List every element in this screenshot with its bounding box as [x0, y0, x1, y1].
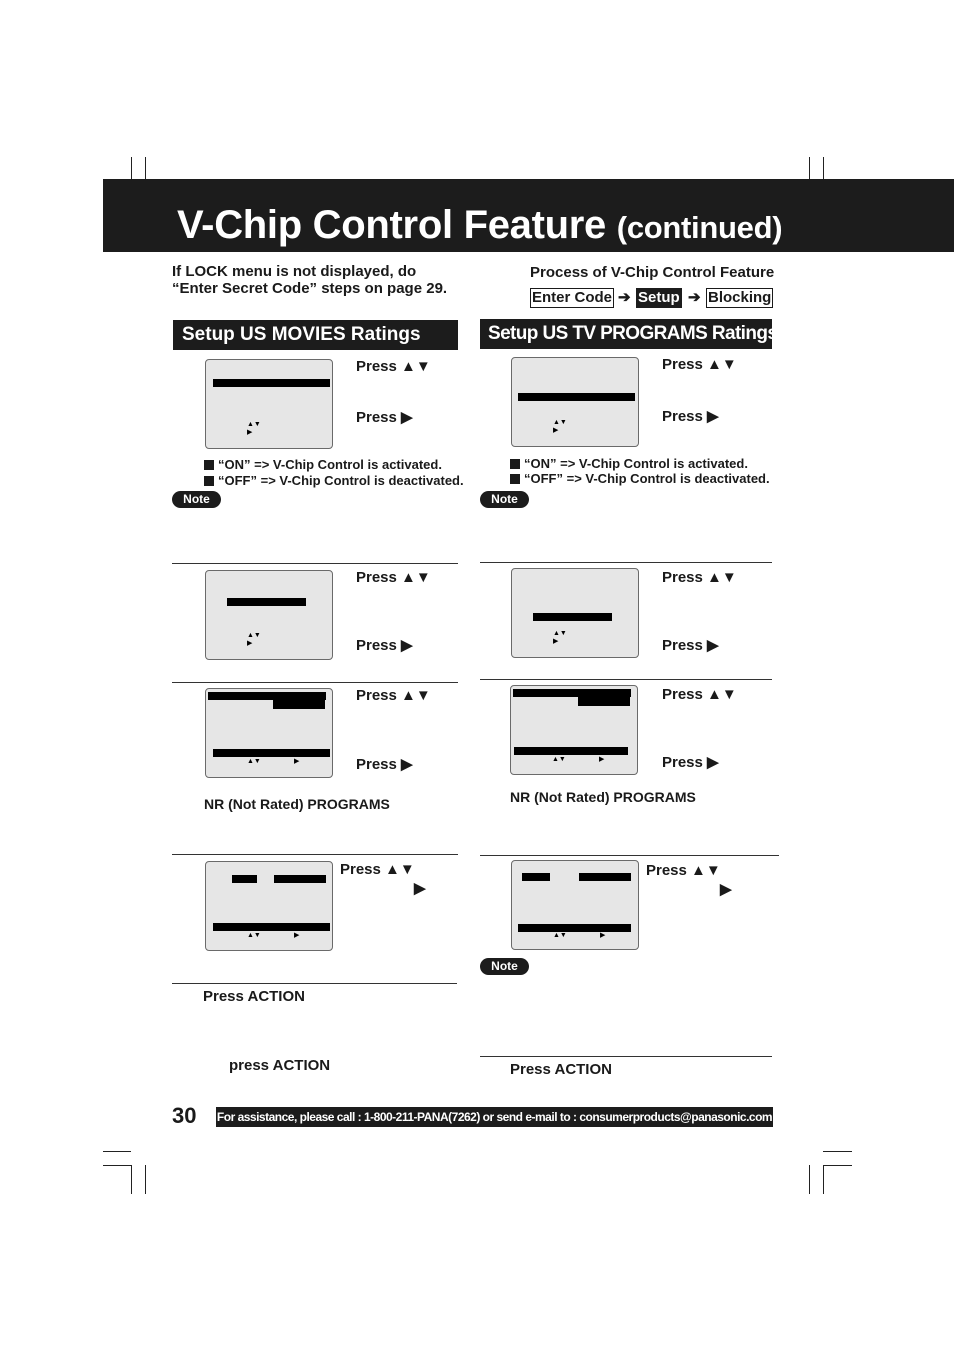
menu-item-block — [579, 873, 631, 881]
nav-arrows-icon: ▲▼ — [247, 932, 261, 939]
page-title — [177, 203, 782, 248]
right-arrow-icon: ▶ — [294, 932, 300, 939]
bullet-off: “OFF” => V-Chip Control is deactivated. — [510, 471, 770, 486]
press-right-instruction: Press ▶ — [356, 637, 413, 654]
square-bullet-icon — [510, 459, 520, 469]
press-updown-instruction: Press ▲▼ — [356, 687, 431, 704]
right-arrow-icon: ▶ — [599, 756, 605, 763]
right-arrow-icon: ▶ — [600, 932, 606, 939]
press-action-instruction: Press ACTION — [203, 988, 305, 1005]
bullet-on: “ON” => V-Chip Control is activated. — [204, 457, 442, 472]
menu-bottom-bar — [518, 924, 631, 932]
tv-screen-mockup — [511, 568, 639, 658]
flow-arrow-icon: ➔ — [688, 289, 701, 306]
square-bullet-icon — [510, 474, 520, 484]
nav-arrows-icon: ▲▼ — [247, 758, 261, 765]
press-updown-instruction: Press ▲▼ — [662, 356, 737, 373]
press-updown-instruction: Press ▲▼ — [662, 686, 737, 703]
tv-screen-mockup — [205, 688, 333, 778]
press-action-instruction: Press ACTION — [510, 1061, 612, 1078]
press-action-instruction: press ACTION — [229, 1057, 331, 1074]
divider — [172, 983, 457, 984]
flow-step-enter-code: Enter Code — [532, 289, 613, 306]
menu-item-block — [274, 875, 326, 883]
flow-arrow-icon: ➔ — [618, 289, 631, 306]
nav-arrows-icon: ▲▼ ▶ — [247, 421, 261, 436]
title-main: V-Chip Control Feature — [177, 203, 606, 247]
menu-selected-block — [578, 694, 630, 706]
tv-screen-mockup — [205, 359, 333, 449]
divider — [480, 1056, 772, 1057]
press-right-instruction: Press ▶ — [662, 754, 719, 771]
divider — [480, 679, 772, 680]
nav-arrows-icon: ▲▼ — [552, 756, 566, 763]
press-right-instruction: Press ▶ — [356, 756, 413, 773]
divider — [172, 682, 458, 683]
tv-screen-mockup — [205, 570, 333, 660]
intro-note — [172, 263, 447, 297]
page-number: 30 — [172, 1103, 197, 1128]
flow-step-setup: Setup — [638, 289, 680, 306]
section-heading-us-tv-programs: Setup US TV PROGRAMS Ratings — [480, 319, 772, 349]
intro-line-1: If LOCK menu is not displayed, do — [172, 263, 417, 280]
process-label: Process of V-Chip Control Feature — [530, 264, 775, 281]
right-arrow-icon: ▶ — [414, 880, 426, 897]
press-right-instruction: Press ▶ — [356, 409, 413, 426]
menu-selected-block — [273, 697, 325, 709]
nav-arrows-icon: ▲▼ ▶ — [553, 630, 567, 645]
divider — [480, 562, 772, 563]
menu-highlight-bar — [213, 379, 330, 387]
tv-screen-mockup — [511, 357, 639, 447]
press-right-instruction: Press ▶ — [662, 408, 719, 425]
tv-screen-mockup — [510, 685, 638, 775]
divider — [480, 855, 779, 856]
press-updown-instruction: Press ▲▼ — [340, 861, 415, 878]
note-badge: Note — [480, 958, 529, 975]
nav-arrows-icon: ▲▼ ▶ — [247, 632, 261, 647]
press-right-instruction: Press ▶ — [662, 637, 719, 654]
divider — [172, 854, 458, 855]
tv-screen-mockup — [205, 861, 333, 951]
menu-highlight-bar — [533, 613, 612, 621]
nav-arrows-icon: ▲▼ ▶ — [553, 419, 567, 434]
nav-arrows-icon: ▲▼ — [553, 932, 567, 939]
menu-bottom-bar — [514, 747, 628, 755]
press-updown-instruction: Press ▲▼ — [356, 569, 431, 586]
press-updown-instruction: Press ▲▼ — [646, 862, 721, 879]
tv-screen-mockup — [511, 860, 639, 950]
assistance-footer: For assistance, please call : 1-800-211-PANA(7262) or send e-mail to : consumerproducts@panasonic.com — [216, 1107, 773, 1127]
bullet-on: “ON” => V-Chip Control is activated. — [510, 456, 748, 471]
menu-bottom-bar — [213, 923, 330, 931]
menu-highlight-bar — [518, 393, 635, 401]
menu-bottom-bar — [213, 749, 330, 757]
menu-item-block — [232, 875, 257, 883]
flow-step-blocking: Blocking — [708, 289, 772, 306]
bullet-off: “OFF” => V-Chip Control is deactivated. — [204, 473, 464, 488]
press-updown-instruction: Press ▲▼ — [662, 569, 737, 586]
note-badge: Note — [480, 491, 529, 508]
right-arrow-icon: ▶ — [720, 881, 732, 898]
menu-highlight-bar — [227, 598, 306, 606]
menu-item-block — [522, 873, 550, 881]
nr-programs-label: NR (Not Rated) PROGRAMS — [204, 796, 390, 812]
title-continued: (continued) — [616, 210, 783, 245]
square-bullet-icon — [204, 476, 214, 486]
intro-line-2: “Enter Secret Code” steps on page 29. — [172, 280, 448, 297]
note-badge: Note — [172, 491, 221, 508]
section-heading-us-movies: Setup US MOVIES Ratings — [173, 320, 458, 350]
right-arrow-icon: ▶ — [294, 758, 300, 765]
press-updown-instruction: Press ▲▼ — [356, 358, 431, 375]
divider — [172, 563, 458, 564]
nr-programs-label: NR (Not Rated) PROGRAMS — [510, 789, 696, 805]
square-bullet-icon — [204, 460, 214, 470]
